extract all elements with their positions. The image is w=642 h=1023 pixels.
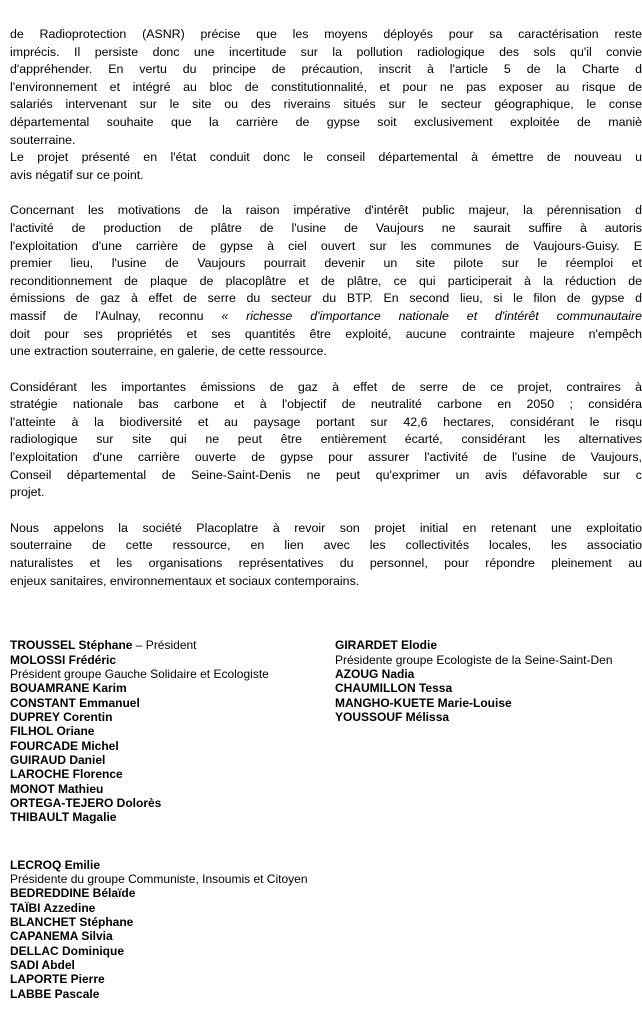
signatory-group	[10, 638, 330, 824]
body-text: émissions de gaz à effet de serre du secteur du BTP. En second lieu, si le filon de gypse d	[10, 291, 642, 306]
body-text: Conseil départemental de Seine-Saint-Denis ne peut qu'exprimer un avis défavorable sur c	[10, 467, 642, 482]
text-line	[10, 343, 642, 361]
paragraph	[10, 520, 642, 590]
body-text: Considérant les importantes émissions de gaz à effet de serre de ce projet, contraires à	[10, 379, 642, 394]
text-line	[10, 96, 642, 114]
text-line	[10, 255, 642, 273]
paragraphs	[10, 26, 642, 590]
signatory-name	[335, 638, 642, 652]
signatory-name	[10, 710, 330, 724]
body-text: reconditionnement de plaque de placoplâtre et de plâtre, ce qui participerait à la réduction de	[10, 273, 642, 288]
text-line	[10, 79, 642, 97]
signatory-name	[10, 681, 330, 695]
signatories-section	[10, 638, 642, 1001]
signatory-text: CONSTANT Emmanuel	[10, 695, 140, 710]
text-line	[10, 379, 642, 397]
signatory-text: BLANCHET Stéphane	[10, 915, 134, 930]
signatory-name	[10, 753, 330, 767]
body-text: massif de l'Aulnay, reconnu	[10, 308, 222, 323]
text-line	[10, 238, 642, 256]
text-line	[10, 555, 642, 573]
signatories-left-column	[10, 638, 330, 1001]
body-text: imprécis. Il persiste donc une incertitude sur la pollution radiologique des sols qu'il convie	[10, 44, 642, 59]
signatory-name	[10, 653, 330, 667]
signatory-name	[10, 739, 330, 753]
text-line	[10, 467, 642, 485]
signatory-name	[335, 696, 642, 710]
signatory-text: BEDREDDINE Bélaïde	[10, 886, 136, 901]
body-text: l'atteinte à la biodiversité et au paysage portant sur 42,6 hectares, considérant le risqu	[10, 414, 642, 429]
signatory-role	[10, 667, 330, 681]
text-line	[10, 202, 642, 220]
body-text: doit pour ses propriétés et ses quantités être exploité, aucune contrainte majeure n'empêch	[10, 326, 642, 341]
signatory-name	[10, 915, 330, 929]
signatory-text: FILHOL Oriane	[10, 724, 95, 739]
signatory-text: MANGHO-KUETE Marie-Louise	[335, 695, 512, 710]
body-text: de Radioprotection (ASNR) précise que les moyens déployés pour sa caractérisation reste	[10, 27, 642, 41]
signatory-text: BOUAMRANE Karim	[10, 681, 127, 696]
text-line	[10, 167, 642, 185]
signatory-name	[10, 858, 330, 872]
signatory-name	[10, 944, 330, 958]
signatory-text: CAPANEMA Silvia	[10, 929, 113, 944]
signatory-name	[10, 724, 330, 738]
signatory-text: GIRARDET Elodie	[335, 638, 438, 653]
signatory-name	[10, 696, 330, 710]
body-text: Le projet présenté en l'état conduit donc le conseil départemental à émettre de nouveau u	[10, 150, 642, 165]
signatory-name	[335, 667, 642, 681]
signatory-text: GUIRAUD Daniel	[10, 752, 106, 767]
paragraph	[10, 26, 642, 184]
body-text: l'activité de production de plâtre de l'usine de Vaujours ne saurait suffire à autoris	[10, 220, 642, 235]
signatory-text: DELLAC Dominique	[10, 943, 124, 958]
text-line	[10, 308, 642, 326]
body-text: premier lieu, l'usine de Vaujours pourrait devenir un site pilote sur le réemploi et	[10, 256, 642, 271]
text-line	[10, 149, 642, 167]
signatory-role	[10, 872, 330, 886]
signatory-text: Présidente du groupe Communiste, Insoumis et Citoyen	[10, 872, 308, 887]
text-line	[10, 537, 642, 555]
text-line	[10, 290, 642, 308]
body-text: l'environnement et intégré au bloc de constitutionnalité, et pour ne pas exposer au risque de	[10, 79, 642, 94]
signatory-name	[10, 767, 330, 781]
text-line	[10, 396, 642, 414]
signatory-text: Présidente groupe Ecologiste de la Seine-Saint-Den	[335, 652, 613, 667]
signatory-text: MONOT Mathieu	[10, 781, 104, 796]
text-line	[10, 449, 642, 467]
signatory-name	[10, 782, 330, 796]
paragraph	[10, 202, 642, 360]
signatory-name	[10, 886, 330, 900]
text-line	[10, 520, 642, 538]
text-line	[10, 220, 642, 238]
text-line	[10, 114, 642, 132]
signatory-text: SADI Abdel	[10, 958, 75, 973]
body-text: Concernant les motivations de la raison impérative d'intérêt public majeur, la pérennisation d	[10, 203, 642, 218]
paragraph	[10, 379, 642, 502]
body-text: radiologique sur site qui ne peut être entièrement écarté, considérant les alternatives	[10, 432, 642, 447]
body-text: souterraine.	[10, 132, 76, 147]
signatory-text: YOUSSOUF Mélissa	[335, 709, 450, 724]
signatory-name	[10, 929, 330, 943]
text-line	[10, 273, 642, 291]
signatory-role	[335, 653, 642, 667]
signatory-name	[10, 901, 330, 915]
text-line	[10, 132, 642, 150]
signatory-text: AZOUG Nadia	[335, 666, 415, 681]
signatory-name	[335, 681, 642, 695]
signatory-text: FOURCADE Michel	[10, 738, 119, 753]
text-line	[10, 573, 642, 591]
body-text: départemental souhaite que la carrière de gypse soit exclusivement exploitée de maniè	[10, 114, 642, 129]
signatory-text: LAROCHE Florence	[10, 767, 123, 782]
signatories-right-column	[335, 638, 642, 724]
signatory-name	[335, 710, 642, 724]
body-text: stratégie nationale bas carbone et à l'objectif de neutralité carbone en 2050 ; considéra	[10, 397, 642, 412]
signatory-text: THIBAULT Magalie	[10, 810, 117, 825]
signatory-name	[10, 810, 330, 824]
signatory-text: LAPORTE Pierre	[10, 972, 105, 987]
body-text: d'appréhender. En vertu du principe de précaution, inscrit à l'article 5 de la Charte d	[10, 62, 642, 77]
signatory-name	[10, 972, 330, 986]
body-text: projet.	[10, 485, 45, 500]
body-text: l'exploitation d'une carrière ouverte de gypse pour assurer l'activité de l'usine de Vaujours,	[10, 450, 642, 465]
signatory-text: ORTEGA-TEJERO Dolorès	[10, 796, 162, 810]
text-line	[10, 26, 642, 44]
signatory-text: LABBE Pascale	[10, 986, 100, 1001]
signatory-text: CHAUMILLON Tessa	[335, 681, 453, 696]
body-text: Nous appelons la société Placoplatre à revoir son projet initial en retenant une exploitatio	[10, 520, 642, 535]
signatory-text: Président groupe Gauche Solidaire et Ecologiste	[10, 666, 269, 681]
signatory-text: DUPREY Corentin	[10, 709, 113, 724]
body-text: salariés intervenant sur le site ou des riverains situés sur le secteur géographique, le conse	[10, 97, 642, 112]
signatory-name	[10, 987, 330, 1001]
text-line	[10, 44, 642, 62]
signatory-name	[10, 958, 330, 972]
body-text: l'exploitation d'une carrière de gypse à ciel ouvert sur les communes de Vaujours-Guisy. E	[10, 238, 642, 253]
signatory-text: LECROQ Emilie	[10, 857, 101, 872]
quoted-italic-text: « richesse d'importance nationale et d'intérêt communautaire	[221, 308, 642, 323]
text-line	[10, 61, 642, 79]
body-text: naturalistes et les organisations représentatives du personnel, pour répondre pleinement au	[10, 556, 642, 571]
body-text: une extraction souterraine, en galerie, de cette ressource.	[10, 344, 327, 359]
signatory-group	[10, 858, 330, 1001]
signatory-name	[10, 638, 330, 652]
signatory-text: TAÏBI Azzedine	[10, 900, 96, 915]
signatory-name	[10, 796, 330, 810]
body-text: souterraine de cette ressource, en lien avec les collectivités locales, les associatio	[10, 538, 642, 553]
text-line	[10, 326, 642, 344]
body-text: enjeux sanitaires, environnementaux et sociaux contemporains.	[10, 573, 360, 588]
body-text: avis négatif sur ce point.	[10, 167, 144, 182]
signatory-text: TROUSSEL Stéphane	[10, 638, 133, 653]
text-line	[10, 484, 642, 502]
text-line	[10, 414, 642, 432]
text-line	[10, 431, 642, 449]
signatory-title-suffix: – Président	[132, 638, 197, 653]
signatory-text: MOLOSSI Frédéric	[10, 652, 117, 667]
